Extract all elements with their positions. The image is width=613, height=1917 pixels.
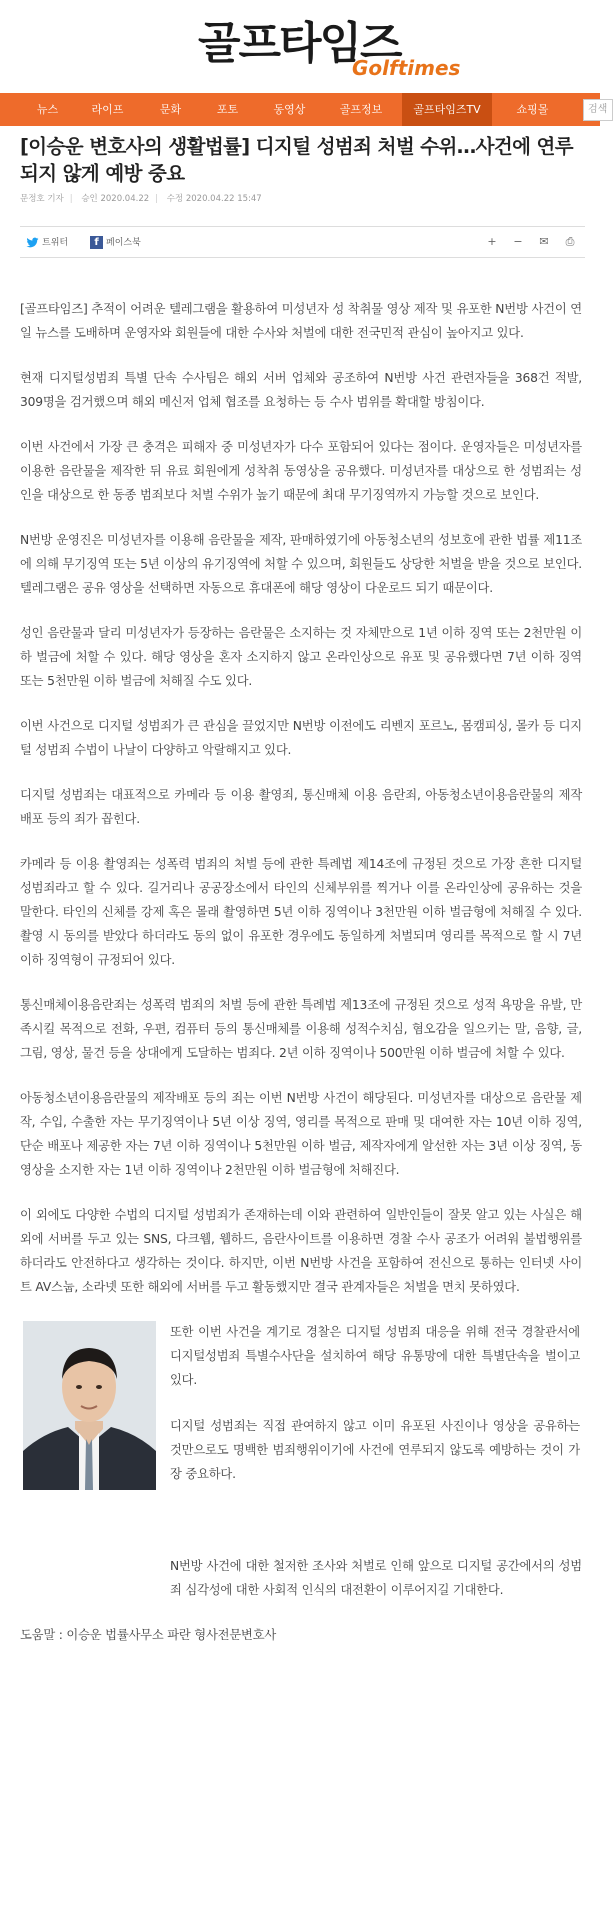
nav-item-shop[interactable]: 쇼핑몰: [516, 103, 549, 116]
article-paragraph: 이 외에도 다양한 수법의 디지털 성범죄가 존재하는데 이와 관련하여 일반인들이 잘못 알고 있는 사실은 해외에 서버를 두고 있는 SNS, 다크웹, 웹하드, 음란사이트를 이용하면 경찰 수사 공조가 어려워 불법행위를 하더라도 안전하다고 생각하는 것이다. 하지만, 이번 N번방 사건을 포함하여 전신으로 통하는 인터넷 사이트 AV스눕, 소라넷 또한 해외에 서버를 두고 활동했지만 결국 관계자들은 처벌을 면치 못하였다.: [20, 1208, 582, 1294]
article-paragraph: 통신매체이용음란죄는 성폭력 범죄의 처벌 등에 관한 특례법 제13조에 규정된 것으로 성적 욕망을 유발, 만족시킬 목적으로 전화, 우편, 컴퓨터 등의 통신매체를 이용해 성적수치심, 혐오감을 일으키는 말, 음향, 글, 그림, 영상, 물건 등을 상대에게 도달하는 범죄다. 2년 이하 징역이나 500만원 이하 벌금에 처할 수 있다.: [20, 998, 582, 1060]
share-toolbar: [20, 226, 585, 258]
nav-item-life[interactable]: 라이프: [91, 103, 124, 116]
twitter-icon: [26, 236, 39, 249]
nav-item-golftimes-tv[interactable]: 골프타임즈TV: [402, 93, 492, 126]
search-input[interactable]: 검색: [583, 99, 613, 121]
nav-item-news[interactable]: 뉴스: [36, 103, 59, 116]
author-photo: [23, 1321, 156, 1490]
article-paragraph: 디지털 성범죄는 대표적으로 카메라 등 이용 촬영죄, 통신매체 이용 음란죄, 아동청소년이용음란물의 제작배포 등의 죄가 꼽힌다.: [20, 788, 582, 826]
modified-date: 수정 2020.04.22 15:47: [166, 194, 262, 204]
site-logo[interactable]: 골프타임즈: [198, 18, 401, 69]
published-date: 승인 2020.04.22: [81, 194, 150, 204]
nav-item-culture[interactable]: 문화: [159, 103, 182, 116]
facebook-icon: f: [90, 236, 103, 249]
article-paragraph: 이번 사건으로 디지털 성범죄가 큰 관심을 끌었지만 N번방 이전에도 리벤지 포르노, 몸캠피싱, 몰카 등 디지털 성범죄 수법이 나날이 다양하고 악랄해지고 있다.: [20, 719, 582, 757]
article-paragraph: N번방 운영진은 미성년자를 이용해 음란물을 제작, 판매하였기에 아동청소년의 성보호에 관한 법률 제11조에 의해 무기징역 또는 5년 이상의 유기징역에 처할 수 있으며, 회원들도 상당한 처벌을 받을 것으로 보인다. 텔레그램은 공유 영상을 선택하면 자동으로 휴대폰에 해당 영상이 다운로드 되기 때문이다.: [20, 533, 582, 595]
article-title: [이승운 변호사의 생활법률] 디지털 성범죄 처벌 수위…사건에 연루되지 않게 예방 중요: [20, 135, 574, 185]
article-paragraph: 아동청소년이용음란물의 제작배포 등의 죄는 이번 N번방 사건이 해당된다. 미성년자를 대상으로 음란물 제작, 수입, 수출한 자는 무기징역이나 5년 이상 징역, 영리를 목적으로 판매 및 대여한 자는 10년 이하 징역, 단순 배포나 제공한 자는 7년 이하 징역이나 5천만원 이하 벌금, 제작자에게 알선한 자는 3년 이상 징역, 동영상을 소지한 자는 1년 이하 징역이나 2천만원 이하 벌금형에 처해진다.: [20, 1091, 582, 1177]
article-paragraph: 성인 음란물과 달리 미성년자가 등장하는 음란물은 소지하는 것 자체만으로 1년 이하 징역 또는 2천만원 이하 벌금에 처할 수 있다. 해당 영상을 혼자 소지하지 않고 온라인상으로 유포 및 공유했다면 7년 이하 징역 또는 5천만원 이하 벌금에 처해질 수도 있다.: [20, 626, 582, 688]
site-header: [0, 0, 600, 93]
email-icon[interactable]: ✉: [539, 235, 549, 248]
nav-item-golf-info[interactable]: 골프정보: [339, 103, 383, 116]
article-credit: 도움말 : 이승운 법률사무소 파란 형사전문변호사: [20, 1628, 277, 1642]
article-paragraph: 디지털 성범죄는 직접 관여하지 않고 이미 유포된 사진이나 영상을 공유하는 것만으로도 명백한 범죄행위이기에 사건에 연루되지 않도록 예방하는 것이 가장 중요하다.: [170, 1419, 580, 1481]
article-body: [20, 297, 582, 1668]
nav-item-video[interactable]: 동영상: [273, 103, 306, 116]
font-increase-button[interactable]: +: [487, 235, 497, 248]
article-paragraph: 현재 디지털성범죄 특별 단속 수사팀은 해외 서버 업체와 공조하여 N번방 사건 관련자들을 368건 적발, 309명을 검거했으며 해외 메신저 업체 협조를 요청하는 등 수사 범위를 확대할 방침이다.: [20, 371, 582, 409]
author-photo-block: [20, 1320, 582, 1540]
facebook-share-button[interactable]: [90, 234, 141, 252]
article-paragraph: N번방 사건에 대한 철저한 조사와 처벌로 인해 앞으로 디지털 공간에서의 성범죄 심각성에 대한 사회적 인식의 대전환이 이루어지길 기대한다.: [170, 1559, 582, 1597]
author-name[interactable]: 문정호 기자: [20, 194, 64, 204]
main-nav: [0, 93, 608, 126]
twitter-label: 트위터: [42, 238, 69, 248]
twitter-share-button[interactable]: [26, 234, 68, 252]
article-paragraph: 또한 이번 사건을 계기로 경찰은 디지털 성범죄 대응을 위해 전국 경찰관서에 디지털성범죄 특별수사단을 설치하여 해당 유통망에 대한 특별단속을 벌이고 있다.: [170, 1325, 580, 1387]
site-logo-subtitle: Golftimes: [352, 56, 461, 80]
font-decrease-button[interactable]: −: [513, 235, 523, 248]
article-paragraph: [골프타임즈] 추적이 어려운 텔레그램을 활용하여 미성년자 성 착취물 영상 제작 및 유포한 N번방 사건이 연일 뉴스를 도배하며 운영자와 회원들에 대한 수사와 처벌에 대한 전국민적 관심이 높아지고 있다.: [20, 302, 582, 340]
facebook-label: 페이스북: [106, 238, 141, 248]
article-paragraph: 이번 사건에서 가장 큰 충격은 피해자 중 미성년자가 다수 포함되어 있다는 점이다. 운영자들은 미성년자를 이용한 음란물을 제작한 뒤 유료 회원에게 성착취 동영상을 공유했다. 미성년자를 대상으로 한 성범죄는 성인을 대상으로 한 동종 범죄보다 처벌 수위가 높기 때문에 최대 무기징역까지 가능할 것으로 보인다.: [20, 440, 582, 502]
print-icon[interactable]: ⎙: [565, 235, 575, 248]
article-paragraph: 카메라 등 이용 촬영죄는 성폭력 범죄의 처벌 등에 관한 특례법 제14조에 규정된 것으로 가장 흔한 디지털 성범죄라고 할 수 있다. 길거리나 공공장소에서 타인의 신체부위를 찍거나 이를 온라인상에 공유하는 것을 말한다. 타인의 신체를 강제 혹은 몰래 촬영하면 5년 이하 징역이나 3천만원 이하 벌금형에 처해질 수 있다. 촬영 시 동의를 받았다 하더라도 동의 없이 유포한 경우에도 동일하게 처벌되며 영리를 목적으로 할 시 7년 이하 징역형이 규정되어 있다.: [20, 857, 582, 967]
nav-item-photo[interactable]: 포토: [216, 103, 239, 116]
article-meta: 문정호 기자 | 승인 2020.04.22 | 수정 2020.04.22 15:47: [20, 194, 262, 204]
